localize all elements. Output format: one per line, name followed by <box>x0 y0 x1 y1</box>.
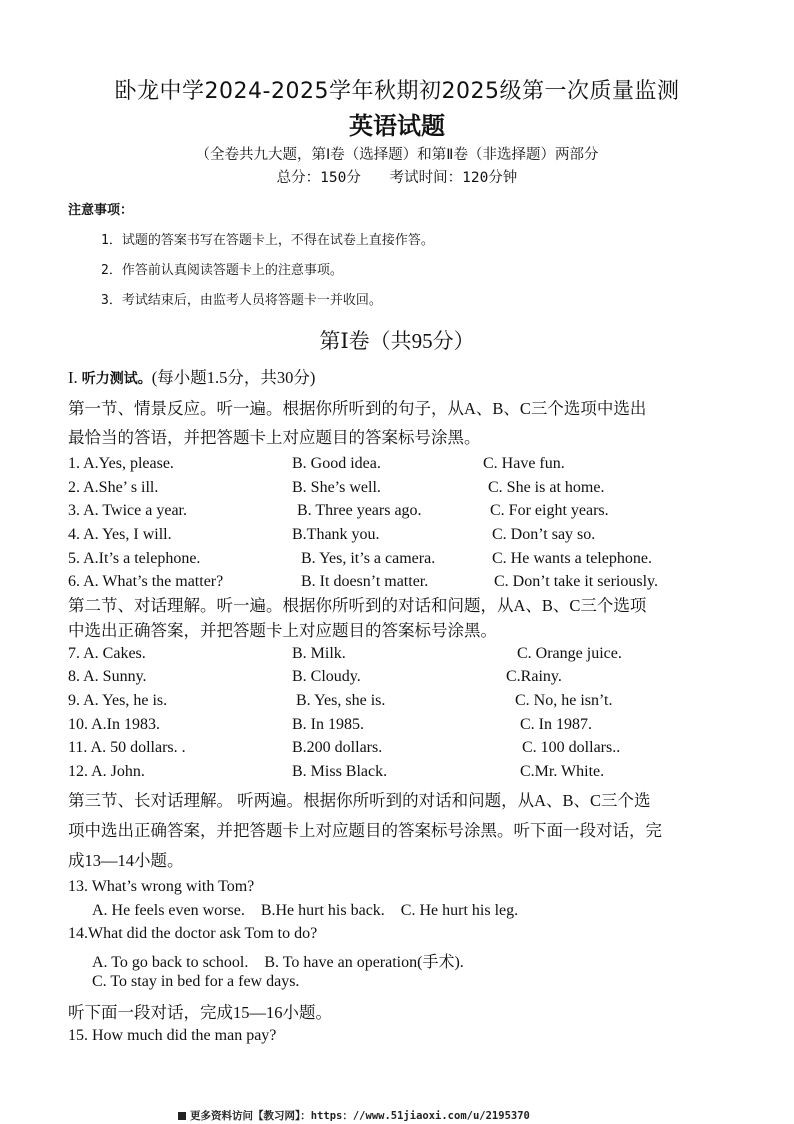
footer-link[interactable] <box>178 1108 530 1123</box>
dialog2-instructions: 听下面一段对话，完成15—16小题。 <box>68 1003 332 1022</box>
option-a: 10. A.In 1983. <box>68 716 160 733</box>
option-b: B. She’s well. <box>292 479 381 496</box>
exam-subtitle: 英语试题 <box>349 112 445 140</box>
option-c: C. 100 dollars.. <box>522 739 621 756</box>
option-c: C. She is at home. <box>488 479 605 496</box>
question-13-options: A. He feels even worse. B.He hurt his back. C. He hurt his leg. <box>92 902 519 919</box>
option-c: C. For eight years. <box>490 502 609 519</box>
note-item: 3．考试结束后，由监考人员将答题卡一并收回。 <box>101 293 382 308</box>
question-row <box>68 692 748 715</box>
option-c: C. No, he isn’t. <box>515 692 613 709</box>
instruction-line: 第二节、对话理解。听一遍。根据你所听到的对话和问题，从A、B、C三个选项 <box>68 596 647 615</box>
question-14-options: A. To go back to school. B. To have an operation(手术). <box>92 954 464 971</box>
footer-text: 更多资料访问【教习网】：https：//www.51jiaoxi.com/u/2195370 <box>190 1110 530 1122</box>
exam-score-time <box>0 166 794 187</box>
question-row <box>68 668 748 691</box>
option-c: C. Don’t say so. <box>492 526 596 543</box>
exam-structure-info: （全卷共九大题，第Ⅰ卷（选择题）和第Ⅱ卷（非选择题）两部分 <box>195 147 599 163</box>
option-b: B. Milk. <box>292 645 346 662</box>
option-a: 1. A.Yes, please. <box>68 455 174 472</box>
option-c: C. Orange juice. <box>517 645 622 662</box>
question-row <box>68 526 748 549</box>
section-number: I. <box>68 368 78 387</box>
option-b: B. It doesn’t matter. <box>301 573 429 590</box>
option-c: C. Have fun. <box>483 455 565 472</box>
section3-instructions <box>68 786 728 876</box>
question-row <box>68 455 748 478</box>
instruction-line: 成13—14小题。 <box>68 851 184 870</box>
flag-icon <box>178 1112 186 1120</box>
exam-time: 考试时间：120分钟 <box>389 170 518 186</box>
question-row <box>68 479 748 502</box>
listening-section-heading <box>68 364 315 388</box>
option-a: 7. A. Cakes. <box>68 645 146 662</box>
total-score: 总分：150分 <box>276 170 361 186</box>
exam-title: 卧龙中学2024-2025学年秋期初2025级第一次质量监测 <box>114 79 680 104</box>
instruction-line: 中选出正确答案，并把答题卡上对应题目的答案标号涂黑。 <box>68 621 497 640</box>
section-label: 听力测试。 <box>81 371 152 387</box>
section1-instructions <box>68 394 728 452</box>
question-row <box>68 716 748 739</box>
section-note: (每小题1.5分，共30分) <box>151 368 316 387</box>
part1-title: 第Ⅰ卷（共95分） <box>319 329 475 353</box>
option-c: C.Rainy. <box>506 668 562 685</box>
question-row <box>68 502 748 525</box>
option-a: 11. A. 50 dollars. . <box>68 739 186 756</box>
question-row <box>68 763 748 786</box>
option-a: 12. A. John. <box>68 763 145 780</box>
question-13: 13. What’s wrong with Tom? <box>68 878 255 895</box>
question-row <box>68 645 748 668</box>
option-b: B. Yes, it’s a camera. <box>301 550 436 567</box>
notes-heading: 注意事项： <box>68 203 134 218</box>
question-14-options-cont: C. To stay in bed for a few days. <box>92 973 300 990</box>
instruction-line: 第三节、长对话理解。 听两遍。根据你所听到的对话和问题，从A、B、C三个选 <box>68 791 651 810</box>
note-item: 2．作答前认真阅读答题卡上的注意事项。 <box>101 263 343 278</box>
option-b: B. Three years ago. <box>297 502 422 519</box>
instruction-line: 项中选出正确答案，并把答题卡上对应题目的答案标号涂黑。听下面一段对话，完 <box>68 821 662 840</box>
instruction-line: 第一节、情景反应。听一遍。根据你所听到的句子，从A、B、C三个选项中选出 <box>68 399 647 418</box>
option-a: 4. A. Yes, I will. <box>68 526 172 543</box>
option-c: C. Don’t take it seriously. <box>494 573 658 590</box>
option-c: C. He wants a telephone. <box>492 550 652 567</box>
note-item: 1．试题的答案书写在答题卡上，不得在试卷上直接作答。 <box>101 233 434 248</box>
option-c: C.Mr. White. <box>520 763 605 780</box>
question-row <box>68 550 748 573</box>
option-b: B. Yes, she is. <box>296 692 386 709</box>
option-a: 5. A.It’s a telephone. <box>68 550 201 567</box>
option-a: 3. A. Twice a year. <box>68 502 187 519</box>
option-a: 9. A. Yes, he is. <box>68 692 168 709</box>
option-b: B. In 1985. <box>292 716 364 733</box>
question-15: 15. How much did the man pay? <box>68 1027 277 1044</box>
option-a: 6. A. What’s the matter? <box>68 573 224 590</box>
section2-instructions-cont <box>68 616 728 645</box>
question-14: 14.What did the doctor ask Tom to do? <box>68 925 318 942</box>
option-b: B.200 dollars. <box>292 739 383 756</box>
option-a: 2. A.She’ s ill. <box>68 479 159 496</box>
question-row <box>68 739 748 762</box>
option-b: B. Miss Black. <box>292 763 388 780</box>
option-a: 8. A. Sunny. <box>68 668 147 685</box>
instruction-line: 最恰当的答语，并把答题卡上对应题目的答案标号涂黑。 <box>68 428 481 447</box>
option-c: C. In 1987. <box>520 716 592 733</box>
option-b: B. Good idea. <box>292 455 381 472</box>
option-b: B. Cloudy. <box>292 668 361 685</box>
option-b: B.Thank you. <box>292 526 380 543</box>
